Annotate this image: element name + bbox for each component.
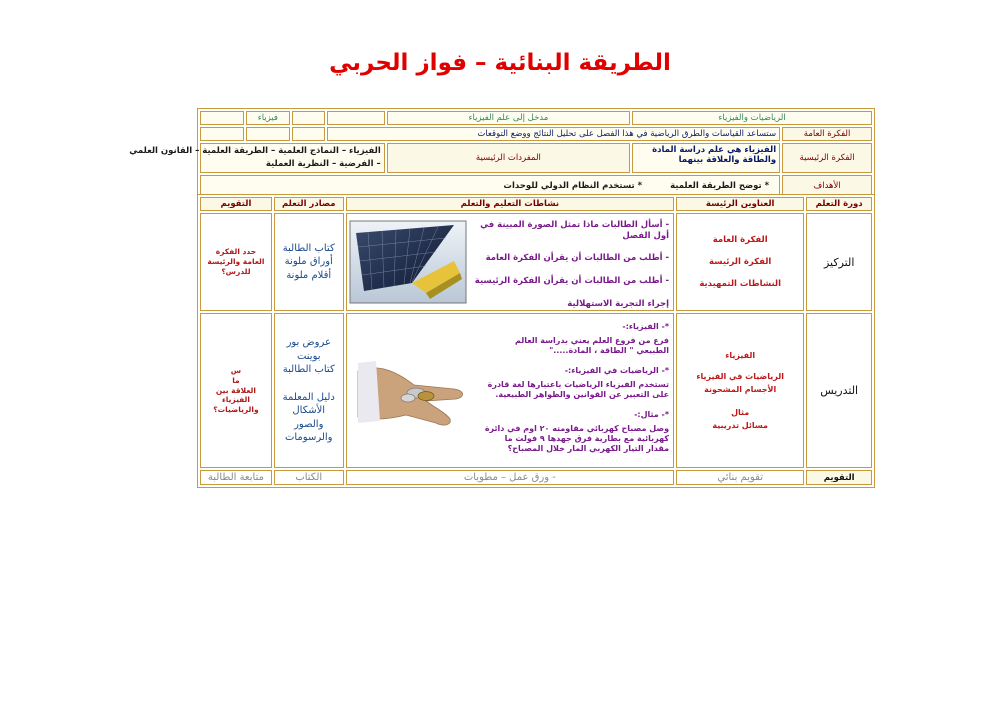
teaching-activities-cell [346, 313, 674, 468]
heading-item: الفيزياء [725, 351, 756, 360]
lesson-info-table [129, 108, 875, 200]
source-item: دليل المعلمة [282, 391, 335, 403]
col-headings: العناوين الرئيسة [676, 197, 804, 211]
goals-label: الأهداف [782, 175, 872, 197]
col-sources: مصادر التعلم [274, 197, 344, 211]
activity-item: - أطلب من الطالبات أن يقرأن الفكرة الرئيسية [474, 275, 670, 286]
heading-item: النشاطات التمهيدية [699, 279, 782, 289]
activity-item: *- مثال:- [634, 410, 670, 419]
activity-item: إجراء التجربة الاستهلالية [567, 298, 670, 309]
source-item: كتاب الطالبة [282, 242, 335, 254]
focus-headings [676, 213, 804, 311]
hand-coins-image [356, 341, 472, 441]
assessment-evaluation: متابعة الطالبة [200, 470, 272, 485]
empty-cell [200, 111, 244, 125]
eval-line: العلاقة بين الفيزياء والرياضيات؟ [213, 385, 259, 415]
source-item: أقلام ملونة [286, 269, 332, 281]
assessment-headings: تقويم بنائي [676, 470, 804, 485]
heading-item: الفكرة العامة [712, 235, 768, 245]
general-idea-text: ستساعد القياسات والطرق الرياضية في هذا الفصل على تحليل النتائج ووضع التوقعات [327, 127, 780, 141]
assessment-activities: - ورق عمل – مطويات [346, 470, 674, 485]
main-idea-label: الفكرة الرئيسية [782, 143, 872, 173]
activity-item: تستخدم الفيزياء الرياضيات باعتبارها لغة قادرة على التعبير عن القوانين والظواهر الطبيعية. [487, 380, 670, 399]
page-title: الطريقة البنائية – فواز الحربي [329, 50, 671, 76]
lesson-cell: فيزياء [246, 111, 290, 125]
solar-panel-image [350, 221, 466, 303]
heading-item: الفكرة الرئيسة [709, 257, 772, 267]
activity-item: فرع من فروع العلم يعني بدراسة العالم الطبيعي " الطاقة ، المادة....." [514, 336, 670, 355]
empty-cell [292, 111, 325, 125]
teaching-headings [676, 313, 804, 468]
goal-item: * تستخدم النظام الدولي للوحدات [503, 180, 643, 191]
teaching-evaluation [200, 313, 272, 468]
goal-item: * توضح الطريقة العلمية [670, 180, 770, 191]
source-item: كتاب الطالبة [282, 364, 335, 376]
focus-evaluation: حدد الفكرة العامة والرئيسة للدرس؟ [200, 213, 272, 311]
teaching-stages-table [197, 194, 875, 488]
stage-assessment: التقويم [806, 470, 872, 485]
empty-cell [327, 111, 385, 125]
heading-item: مسائل تدريبية [712, 421, 769, 430]
stage-teaching: التدريس [806, 313, 872, 468]
heading-item: مثال [731, 408, 750, 417]
heading-item: الرياضيات في الفيزياء [696, 372, 784, 381]
activity-item: *- الفيزياء:- [622, 322, 670, 331]
vocab-line: الفيزياء – النماذج العلمية – الطريقة العلمية – القانون العلمي [129, 146, 381, 156]
col-stage: دورة التعلم [806, 197, 872, 211]
vocab-line: – الفرضية – النظرية العملية [265, 158, 381, 169]
eval-prefix: س [230, 366, 242, 376]
source-item: عروض بور بوينت [286, 337, 331, 362]
main-idea-text: الفيزياء هي علم دراسة المادة والطاقة والعلاقة بينهما [632, 143, 780, 173]
unit-cell: مدخل إلى علم الفيزياء [387, 111, 630, 125]
activity-item: *- الرياضيات في الفيزياء:- [564, 366, 670, 375]
empty-cell [200, 127, 244, 141]
focus-sources [274, 213, 344, 311]
vocab-label: المفردات الرئيسية [387, 143, 630, 173]
focus-activities-cell [346, 213, 674, 311]
stage-focus: التركيز [806, 213, 872, 311]
focus-image-holder [351, 214, 465, 310]
empty-cell [246, 127, 290, 141]
subject-cell: الرياضيات والفيزياء [632, 111, 872, 125]
heading-item: الأجسام المشحونة [704, 385, 777, 394]
activity-item: - أطلب من الطالبات أن يقرأن الفكرة العامة [485, 253, 670, 264]
vocab-text [129, 143, 385, 173]
eval-line: ما [232, 375, 240, 385]
source-item: الأشكال والصور والرسومات [284, 405, 333, 444]
col-activities: نشاطات التعليم والتعلم [346, 197, 674, 211]
source-item: أوراق ملونة [284, 256, 333, 268]
activity-item: - أسأل الطالبات ماذا تمثل الصورة المبينة في أول الفصل [480, 220, 670, 241]
col-evaluation: التقويم [200, 197, 272, 211]
assessment-sources: الكتاب [274, 470, 344, 485]
activity-item: وصل مصباح كهربائي مقاومته ٢٠ اوم في دائرة كهربائية مع بطارية فرق جهدها ٩ فولت ما مقدار التيار الكهربي المار خلال المصباح؟ [484, 424, 670, 453]
general-idea-label: الفكرة العامة [782, 127, 872, 141]
empty-cell [292, 127, 325, 141]
teaching-sources [274, 313, 344, 468]
teaching-activities [477, 314, 673, 467]
teaching-image-holder [351, 314, 477, 467]
focus-activities [465, 214, 673, 310]
